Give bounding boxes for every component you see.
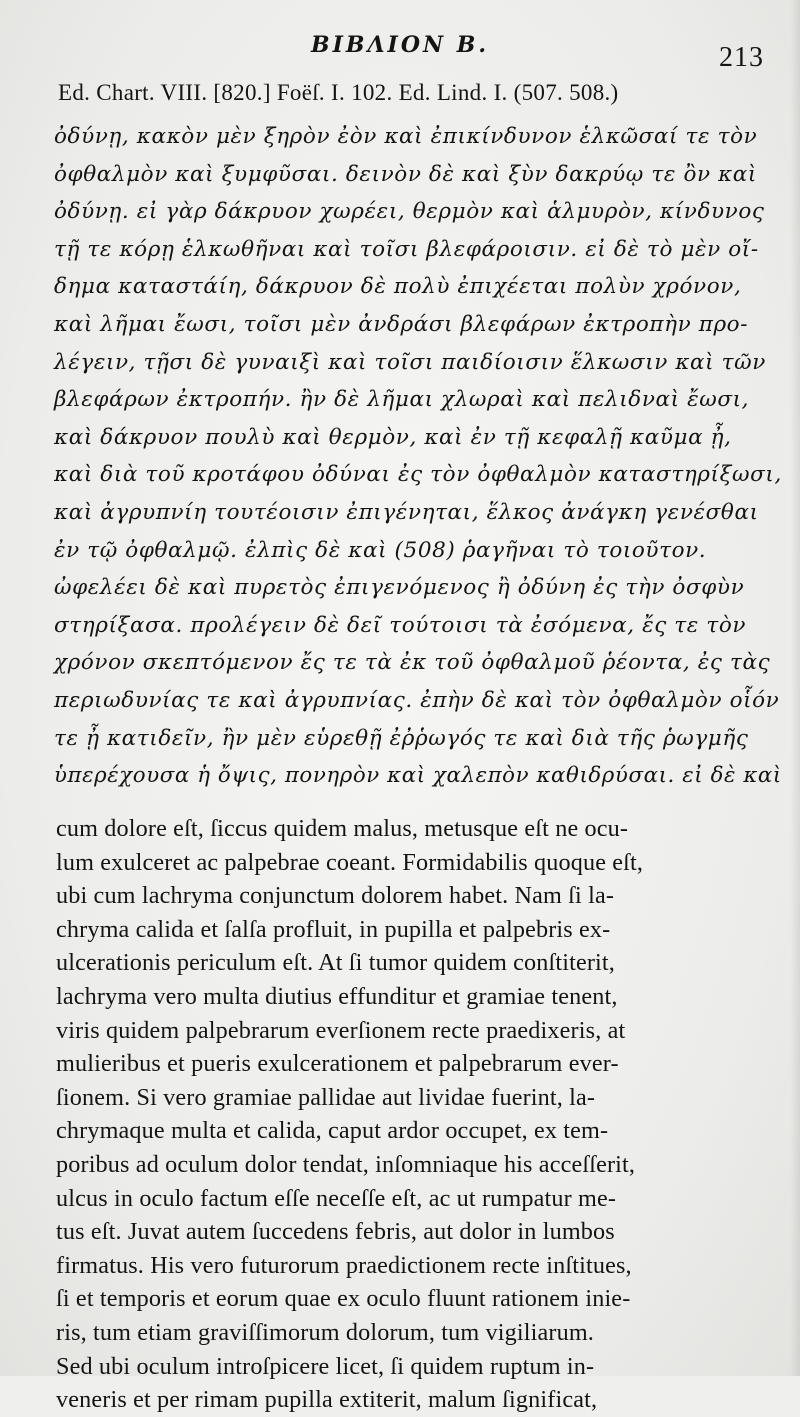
latin-line: ubi cum lachryma conjunctum dolorem habet. Nam ſi la- xyxy=(56,882,615,910)
latin-line: chrymaque multa et calida, caput ardor occupet, ex tem- xyxy=(56,1117,609,1145)
latin-line: veneris et per rimam pupilla extiterit, malum ſignificat, xyxy=(56,1386,598,1414)
greek-line: περιωδυνίας τε καὶ ἀγρυπνίας. ἐπὴν δὲ καὶ τὸν ὀφθαλμὸν οἷόν xyxy=(54,687,780,713)
latin-line: cum dolore eſt, ſiccus quidem malus, metusque eſt ne ocu- xyxy=(56,815,629,842)
running-title: ΒΙΒΛΙΟΝ Β. xyxy=(310,32,490,58)
greek-line: τε ᾖ κατιδεῖν, ἢν μὲν εὑρεθῇ ἐῤῥωγός τε καὶ διὰ τῆς ῥωγμῆς xyxy=(54,725,749,751)
latin-line: chryma calida et ſalſa profluit, in pupilla et palpebris ex- xyxy=(56,915,611,943)
greek-line: ὀδύνῃ, κακὸν μὲν ξηρὸν ἐὸν καὶ ἐπικίνδυνον ἑλκῶσαί τε τὸν xyxy=(54,124,758,149)
scan-shadow-edge xyxy=(790,0,800,1376)
greek-line: ὑπερέχουσα ἡ ὄψις, πονηρὸν καὶ χαλεπὸν καθιδρύσαι. εἰ δὲ καὶ xyxy=(54,763,782,789)
latin-line: tus eſt. Juvat autem ſuccedens febris, aut dolor in lumbos xyxy=(56,1218,615,1246)
greek-line: λέγειν, τῇσι δὲ γυναιξὶ καὶ τοῖσι παιδίοισιν ἕλκωσιν καὶ τῶν xyxy=(54,349,766,375)
greek-line: ὀφθαλμὸν καὶ ξυμφῦσαι. δεινὸν δὲ καὶ ξὺν δακρύῳ τε ὂν καὶ xyxy=(54,161,757,187)
latin-line: ſi et temporis et eorum quae ex oculo fluunt rationem inie- xyxy=(56,1285,631,1313)
greek-line: καὶ διὰ τοῦ κροτάφου ὀδύναι ἐς τὸν ὀφθαλμὸν καταστηρίξωσι, xyxy=(54,462,782,488)
greek-line: χρόνον σκεπτόμενον ἔς τε τὰ ἐκ τοῦ ὀφθαλμοῦ ῥέοντα, ἐς τὰς xyxy=(54,650,771,676)
greek-line: ὀδύνῃ. εἰ γὰρ δάκρυον χωρέει, θερμὸν καὶ ἁλμυρὸν, κίνδυνος xyxy=(54,199,765,225)
greek-line: ὠφελέει δὲ καὶ πυρετὸς ἐπιγενόμενος ἢ ὀδύνη ἐς τὴν ὀσφὺν xyxy=(54,575,745,601)
latin-line: ulcerationis periculum eſt. At ſi tumor quidem conſtiterit, xyxy=(56,949,615,977)
latin-line: poribus ad oculum dolor tendat, inſomniaque his acceſſerit, xyxy=(56,1150,636,1178)
page-number: 213 xyxy=(719,42,764,73)
greek-line: τῇ τε κόρῃ ἑλκωθῆναι καὶ τοῖσι βλεφάροισιν. εἰ δὲ τὸ μὲν οἴ- xyxy=(54,236,759,262)
latin-line: firmatus. His vero futurorum praedictionem recte inſtitues, xyxy=(56,1251,632,1279)
latin-text-block xyxy=(56,812,782,1417)
greek-line: στηρίξασα. προλέγειν δὲ δεῖ τούτοισι τὰ ἐσόμενα, ἔς τε τὸν xyxy=(54,612,747,638)
latin-line: lachryma vero multa diutius effunditur et gramiae tenent, xyxy=(56,982,618,1010)
greek-line: καὶ λῆμαι ἔωσι, τοῖσι μὲν ἀνδράσι βλεφάρων ἐκτροπὴν προ- xyxy=(54,311,749,337)
greek-line: καὶ δάκρυον πουλὺ καὶ θερμὸν, καὶ ἐν τῇ κεφαλῇ καῦμα ᾖ, xyxy=(54,424,732,450)
greek-line: καὶ ἀγρυπνίη τουτέοισιν ἐπιγένηται, ἕλκος ἀνάγκη γενέσθαι xyxy=(54,499,759,525)
latin-line: ulcus in oculo factum eſſe neceſſe eſt, ac ut rumpatur me- xyxy=(56,1184,617,1212)
latin-line: mulieribus et pueris exulcerationem et palpebrarum ever- xyxy=(56,1050,619,1078)
greek-line: ἐν τῷ ὀφθαλμῷ. ἐλπὶς δὲ καὶ (508) ῥαγῆναι τὸ τοιοῦτον. xyxy=(54,537,707,563)
latin-line: ris, tum etiam graviſſimorum dolorum, tum vigiliarum. xyxy=(56,1318,594,1346)
greek-line: βλεφάρων ἐκτροπήν. ἢν δὲ λῆμαι χλωραὶ καὶ πελιδναὶ ἔωσι, xyxy=(54,387,750,413)
latin-line: ſionem. Si vero gramiae pallidae aut lividae fuerint, la- xyxy=(56,1083,596,1111)
running-head xyxy=(0,32,800,72)
latin-line: viris quidem palpebrarum everſionem recte praedixeris, at xyxy=(56,1016,626,1044)
latin-line: Sed ubi oculum introſpicere licet, ſi quidem ruptum in- xyxy=(56,1352,595,1380)
greek-text-block xyxy=(54,118,782,795)
edition-reference-line: Ed. Chart. VIII. [820.] Foëſ. I. 102. Ed. Lind. I. (507. 508.) xyxy=(58,80,619,105)
latin-line: lum exulceret ac palpebrae coeant. Formidabilis quoque eſt, xyxy=(56,848,644,876)
greek-line: δημα καταστάίη, δάκρυον δὲ πολὺ ἐπιχέεται πολὺν χρόνον, xyxy=(54,274,742,300)
